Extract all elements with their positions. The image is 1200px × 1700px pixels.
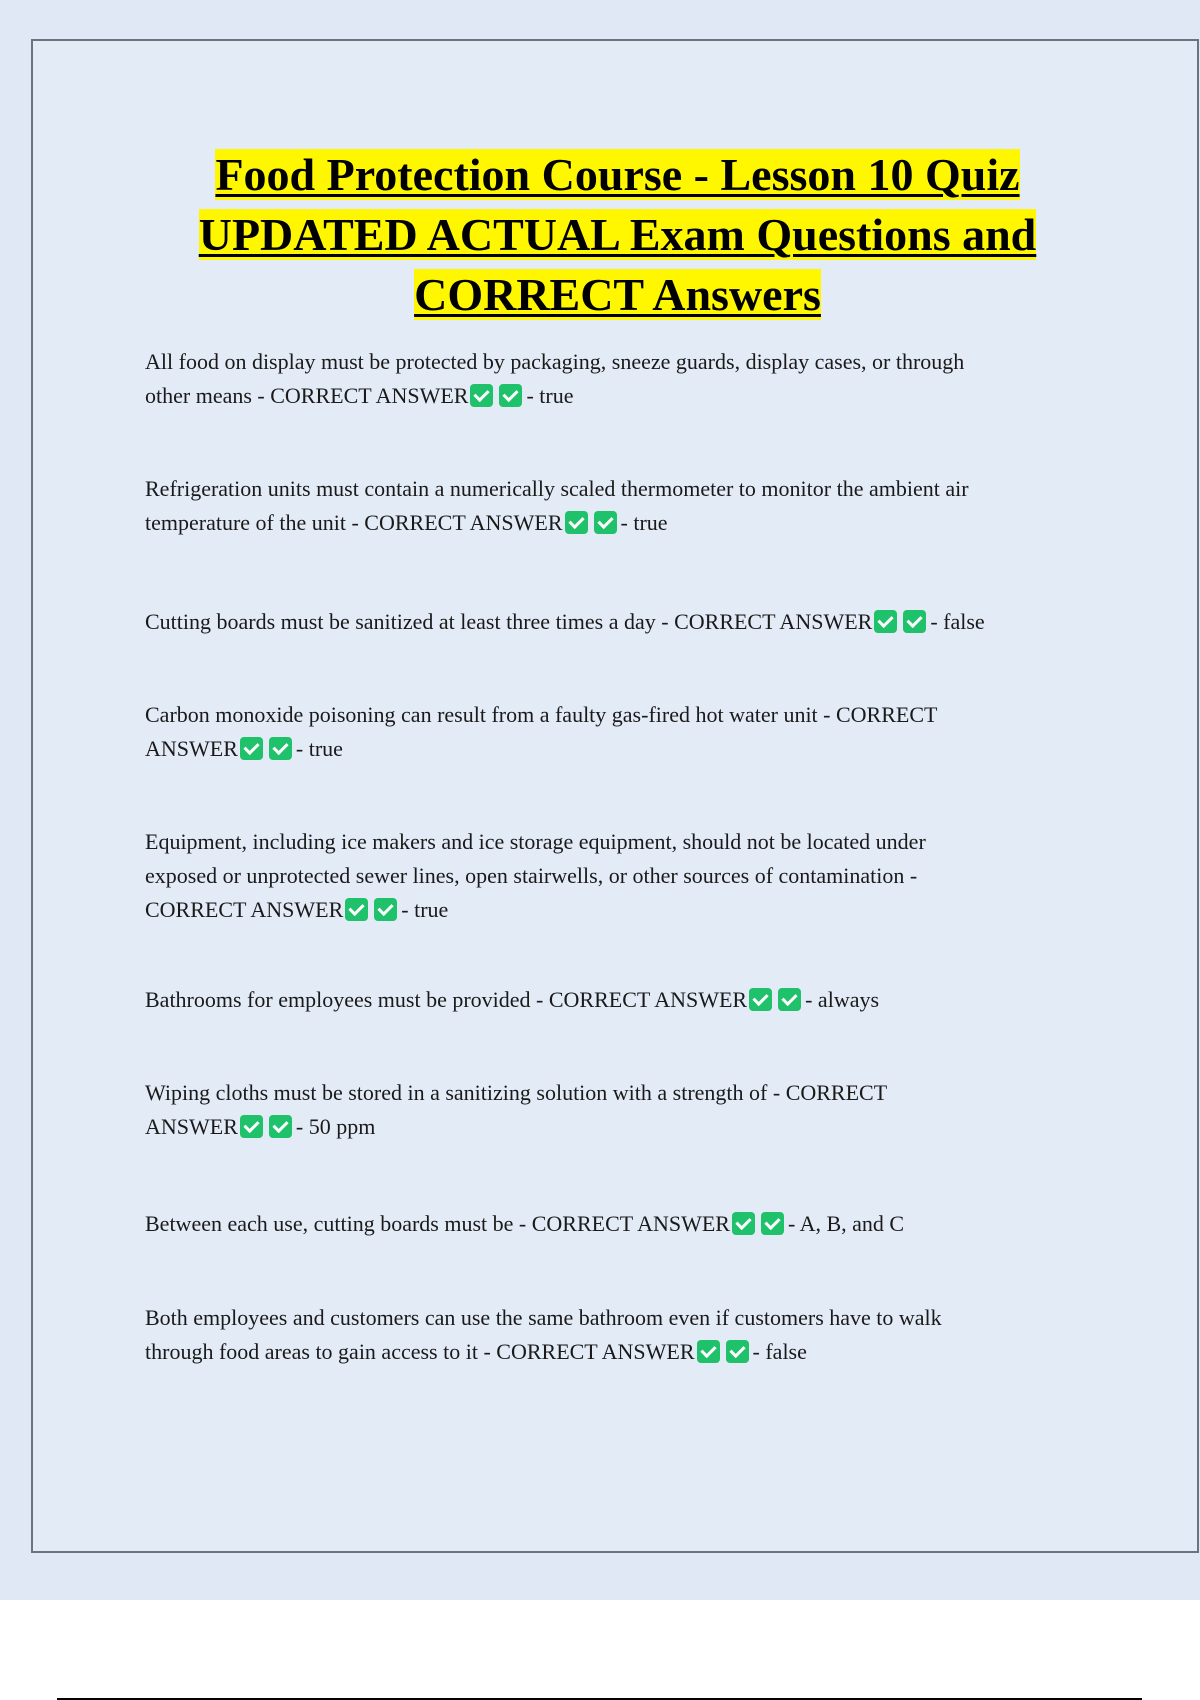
answer-text: - A, B, and C [787, 1211, 905, 1236]
question-text-line: Wiping cloths must be stored in a sanitizing solution with a strength of - CORRECT [145, 1080, 888, 1105]
question-item [145, 605, 1095, 639]
question-text-line: other means - CORRECT ANSWER - true [145, 383, 574, 408]
question-text-line: Cutting boards must be sanitized at least three times a day - CORRECT ANSWER - false [145, 609, 985, 634]
question-text-line: Carbon monoxide poisoning can result from a faulty gas-fired hot water unit - CORRECT [145, 702, 938, 727]
answer-text: - true [526, 383, 574, 408]
check-mark-icon [697, 1340, 720, 1363]
question-text-line: Between each use, cutting boards must be - CORRECT ANSWER - A, B, and C [145, 1211, 905, 1236]
check-mark-icon [726, 1340, 749, 1363]
question-item [145, 472, 1095, 540]
question-item [145, 983, 1095, 1017]
question-text-line: Both employees and customers can use the same bathroom even if customers have to walk [145, 1305, 942, 1330]
question-item [145, 698, 1095, 766]
title-line-1: Food Protection Course - Lesson 10 Quiz [215, 149, 1020, 200]
question-text-line: Bathrooms for employees must be provided - CORRECT ANSWER - always [145, 987, 880, 1012]
question-item [145, 1301, 1095, 1369]
check-mark-icon [499, 384, 522, 407]
title-line-3: CORRECT Answers [414, 269, 821, 320]
answer-text: - false [930, 609, 985, 634]
check-mark-icon [240, 737, 263, 760]
question-text-line: Refrigeration units must contain a numerically scaled thermometer to monitor the ambient air [145, 476, 969, 501]
question-text-line: All food on display must be protected by packaging, sneeze guards, display cases, or through [145, 349, 965, 374]
question-text-line: CORRECT ANSWER - true [145, 897, 449, 922]
check-mark-icon [240, 1115, 263, 1138]
question-item [145, 345, 1095, 413]
question-text-line: through food areas to gain access to it - CORRECT ANSWER - false [145, 1339, 807, 1364]
check-mark-icon [749, 988, 772, 1011]
check-mark-icon [345, 898, 368, 921]
check-mark-icon [874, 610, 897, 633]
answer-text: - true [401, 897, 449, 922]
question-text-line: Equipment, including ice makers and ice storage equipment, should not be located under [145, 829, 926, 854]
check-mark-icon [732, 1212, 755, 1235]
check-mark-icon [594, 511, 617, 534]
check-mark-icon [269, 1115, 292, 1138]
question-text-line: ANSWER - true [145, 736, 343, 761]
question-text-line: temperature of the unit - CORRECT ANSWER - true [145, 510, 668, 535]
document-title [100, 145, 1135, 325]
check-mark-icon [269, 737, 292, 760]
answer-text: - false [752, 1339, 807, 1364]
check-mark-icon [470, 384, 493, 407]
check-mark-icon [374, 898, 397, 921]
check-mark-icon [761, 1212, 784, 1235]
question-item [145, 1207, 1095, 1241]
check-mark-icon [903, 610, 926, 633]
answer-text: - 50 ppm [295, 1114, 376, 1139]
question-text-line: ANSWER - 50 ppm [145, 1114, 376, 1139]
question-text-line: exposed or unprotected sewer lines, open stairwells, or other sources of contamination - [145, 863, 918, 888]
answer-text: - true [295, 736, 343, 761]
question-item [145, 825, 1095, 927]
check-mark-icon [565, 511, 588, 534]
answer-text: - always [805, 987, 880, 1012]
question-item [145, 1076, 1095, 1144]
check-mark-icon [778, 988, 801, 1011]
answer-text: - true [620, 510, 668, 535]
title-line-2: UPDATED ACTUAL Exam Questions and [198, 209, 1037, 260]
